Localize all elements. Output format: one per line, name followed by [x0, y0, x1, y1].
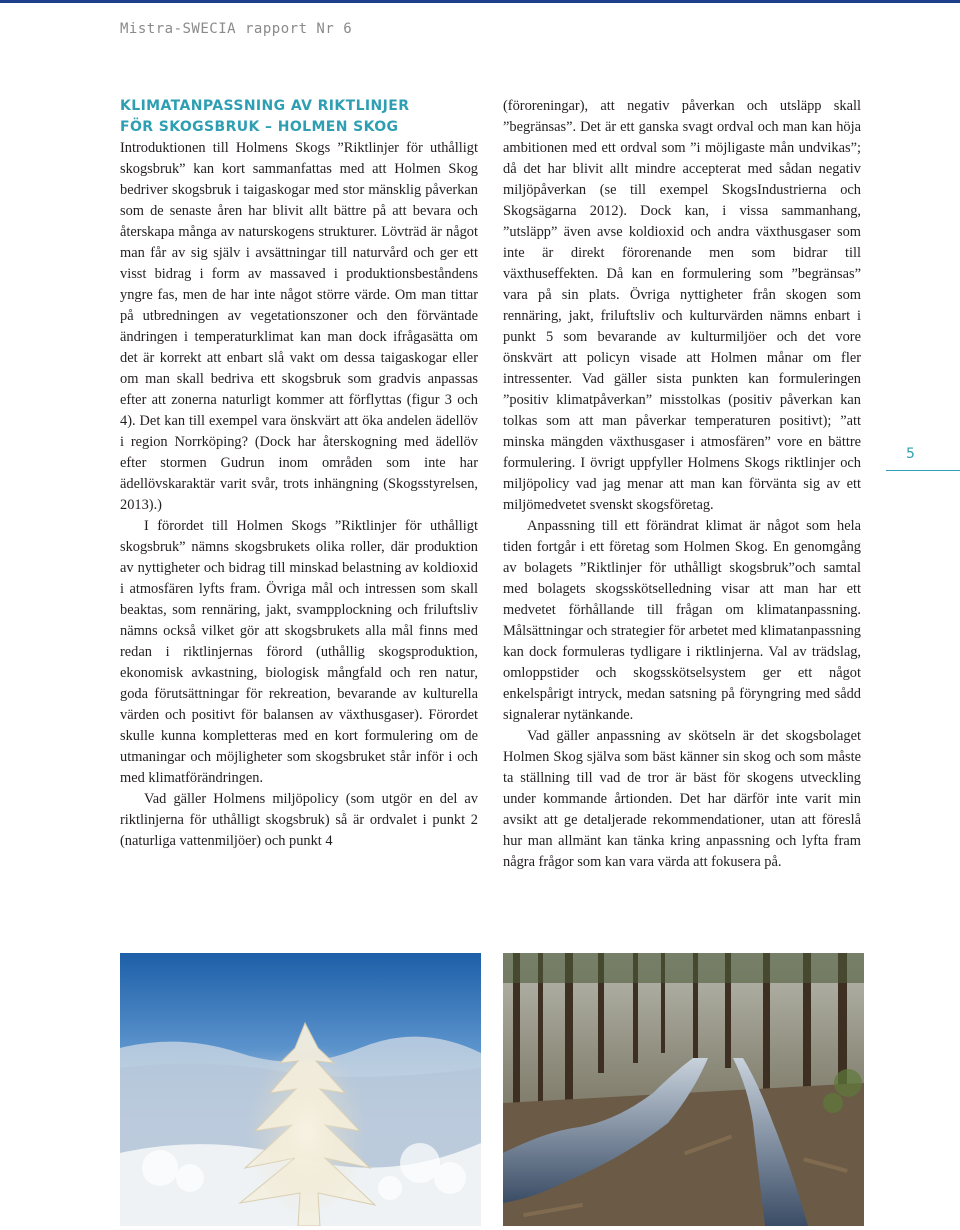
paragraph: Vad gäller Holmens miljöpolicy (som utgör en del av riktlinjerna för uthålligt skogsbruk) så är ordvalet i punkt 2 (naturliga vattenmiljöer) och punkt 4	[120, 791, 478, 849]
heading-line-1: KLIMATANPASSNING AV RIKTLINJER	[120, 98, 410, 114]
left-column	[120, 96, 478, 852]
paragraph: I förordet till Holmen Skogs ”Riktlinjer för uthålligt skogsbruk” nämns skogsbrukets olika roller, där produktion av nyttigheter och bidrag till minskad belastning av koldioxid i atmosfären lyfts fram. Övriga mål och intressen som skall beaktas, som rennäring, jakt, svampplockning och friluftsliv nämns också vilket gör att skogsbrukets alla mål finns med redan i riktlinjernas förord (uthållig skogsproduktion, ekonomisk avkastning, biologisk mångfald och ren natur, goda förutsättningar för rekreation, bevarande av kulturella värden och positivt för balansen av växthusgaser). Förordet skulle kunna kompletteras med en kort formulering om de utmaningar och möjligheter som skogsbruket står inför i och med klimatförändringen.	[120, 518, 478, 786]
top-rule	[0, 0, 960, 3]
section-heading	[120, 96, 478, 138]
right-column	[503, 96, 861, 873]
paragraph: Anpassning till ett förändrat klimat är något som hela tiden fortgår i ett företag som Holmen Skog. En genomgång av bolagets ”Riktlinjer för uthålligt skogsbruk”och samtal med bolagets skogsskötselledning visar att man har ett medvetet förhållande till frågan om klimatanpassning. Målsättningar och strategier för arbetet med klimatanpassning kan dock formuleras tydligare i riktlinjerna. Val av trädslag, omloppstider och skogsskötselsystem ger ett något enkelspårigt intryck, medan satsning på föryngring med sådd signalerar nytänkande.	[503, 518, 861, 723]
heading-line-2: FÖR SKOGSBRUK – HOLMEN SKOG	[120, 119, 399, 135]
paragraph: Introduktionen till Holmens Skogs ”Riktlinjer för uthålligt skogsbruk” kan kort sammanfattas med att Holmen Skog bedriver skogsbruk i taigaskogar med stor mänsklig påverkan som de senaste åren har blivit allt bättre på att bevara och återskapa många av naturskogens strukturer. Lövträd är något man får av sig själv i avsättningar till naturvård och ger ett visst bidrag i form av massaved i produktionsbeståndens yngre fas, men de har inte något större värde. Om man tittar på utbredningen av vegetationszoner och den förväntade ändringen i temperaturklimat kan man dock ifrågasätta om det är korrekt att enbart slå vakt om dessa taigaskogar eller om man skall bedriva ett skogsbruk som gradvis anpassas efter att zonerna naturligt kommer att förflyttas (figur 3 och 4). Det kan till exempel vara önskvärt att öka andelen ädellöv i region Norrköping? (Dock har återskogning med ädellöv efter stormen Gudrun inom områden som inte har ädellövskaraktär varit svår, trots inhängning (Skogsstyrelsen, 2013).)	[120, 140, 478, 513]
paragraph: Vad gäller anpassning av skötseln är det skogsbolaget Holmen Skog själva som bäst känner sin skog och som måste ta ställning till vad de tror är bäst för skogens utveckling under kommande årtionden. Det har därför inte varit min avsikt att ge detaljerade rekommendationer, utan att föreslå hur man allmänt kan tänka kring anpassning och lyfta fram några frågor som kan vara värda att fokusera på.	[503, 728, 861, 870]
page-number-rule	[886, 470, 960, 471]
forest-ditch-image	[503, 953, 864, 1226]
page-number: 5	[906, 446, 915, 462]
running-head: Mistra-SWECIA rapport Nr 6	[120, 21, 353, 37]
frosted-spruce-image	[120, 953, 481, 1226]
paragraph: (föroreningar), att negativ påverkan och utsläpp skall ”begränsas”. Det är ett ganska svagt ordval och man kan höja ambitionen med ett ordval som ”i möjligaste mån undvikas”; då det har blivit allt mindre accepterat med sådan negativ miljöpåverkan (se till exempel SkogsIndustrierna och Skogsägarna 2012). Dock kan, i vissa sammanhang, ”utsläpp” även avse koldioxid och andra växthusgaser som inte är direkt förorenande men som bidrar till växthuseffekten. Då kan en formulering som ”begränsas” vara på sin plats. Övriga nyttigheter från skogen som rennäring, jakt, friluftsliv och kulturvärden nämns enbart i punkt 5 som bevarande av kulturmiljöer och det vore önskvärt att policyn visade att Holmen månar om fler intressenter. Vad gäller sista punkten kan formuleringen ”positiv klimatpåverkan” misstolkas (positiv påverkan kan tolkas som att man påverkar temperaturen positivt); ”att minska mängden växthusgaser i atmosfären” vore en bättre formulering. I övrigt uppfyller Holmens Skogs riktlinjer och miljöpolicy vad jag menar att man kan förvänta sig av ett miljömedvetet svenskt skogsföretag.	[503, 98, 861, 513]
photo-forest-ditch	[503, 953, 864, 1226]
photo-frosted-spruce	[120, 953, 481, 1226]
